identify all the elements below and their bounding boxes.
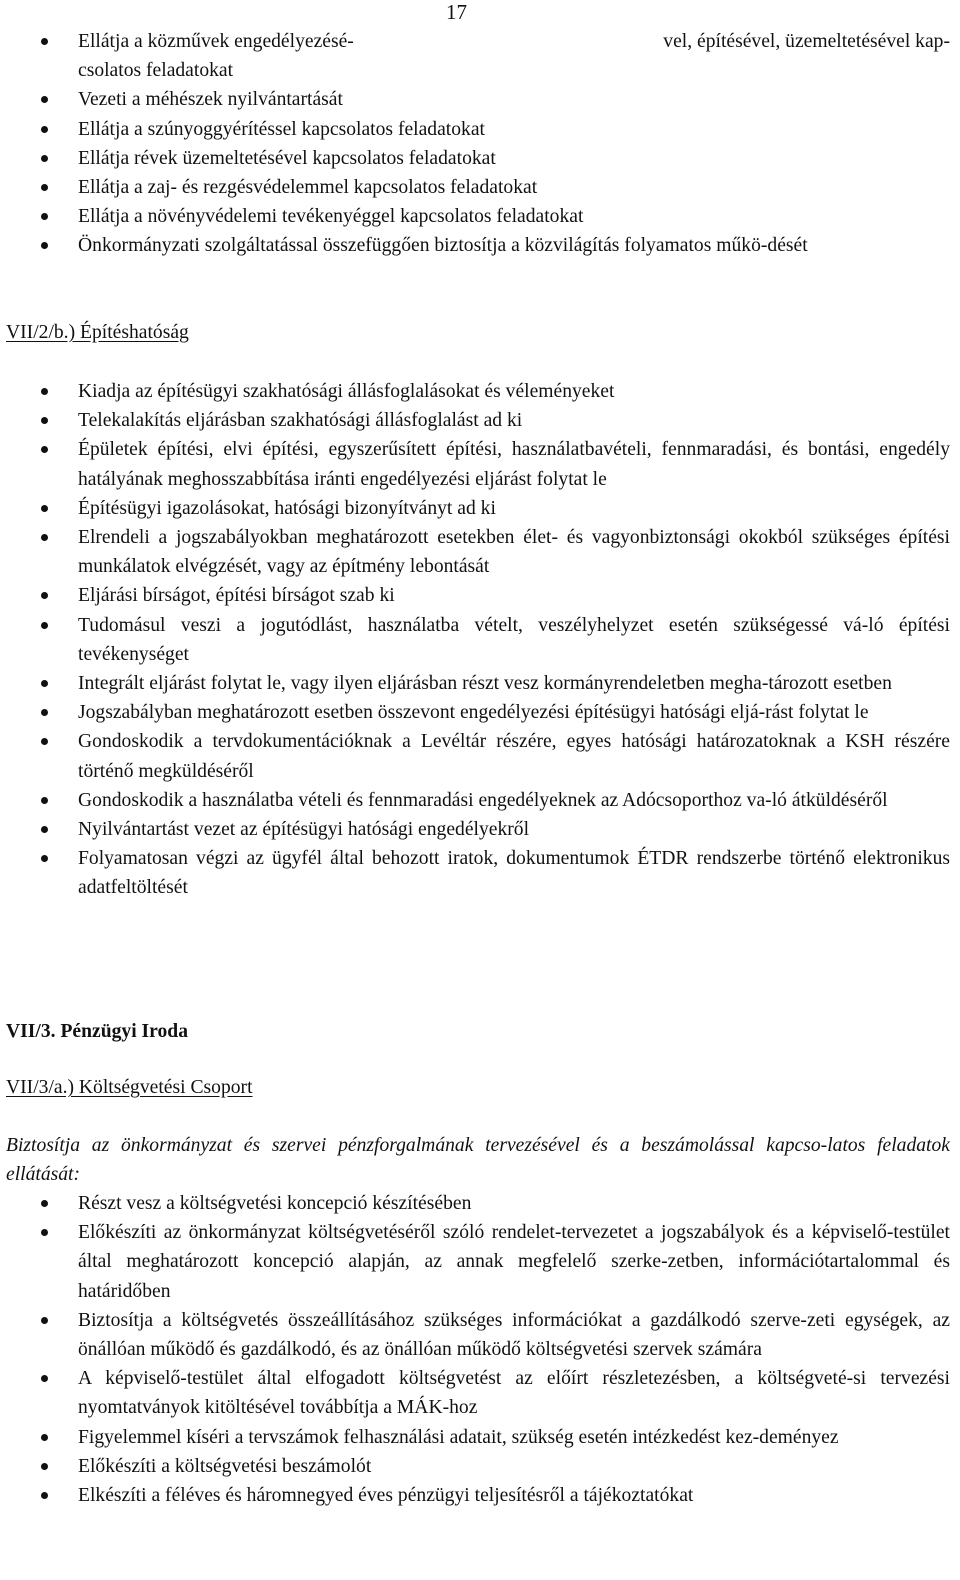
list-item: [0, 406, 960, 435]
top-task-list: [0, 27, 960, 261]
list-item: [0, 231, 960, 260]
list-item-text: Ellátja a szúnyoggyérítéssel kapcsolatos feladatokat: [78, 118, 485, 140]
list-item: [0, 1364, 960, 1422]
list-item-text: Biztosítja a költségvetés összeállításához szükséges információkat a gazdálkodó szerve-zeti egységek, az önállóan működő és gazdálkodó, és az önállóan működő költségvetési szervek számára: [78, 1309, 950, 1361]
list-item-text: A képviselő-testület által elfogadott költségvetést az előírt részletezésben, a költségveté-si tervezési nyomtatványok kitöltésével továbbítja a MÁK-hoz: [78, 1368, 950, 1419]
list-item: [0, 1306, 960, 1364]
list-item-text: Ellátja a zaj- és rezgésvédelemmel kapcsolatos feladatokat: [78, 177, 538, 199]
list-item-text: Tudomásul veszi a jogutódlást, használatba vételt, veszélyhelyzet esetén szükségessé vá-ló építési tevékenységet: [78, 614, 950, 665]
list-item: [0, 1218, 960, 1306]
list-item-text: Ellátja a növényvédelemi tevékenyéggel kapcsolatos feladatokat: [78, 206, 584, 228]
list-item-text: Folyamatosan végzi az ügyfél által behozott iratok, dokumentumok ÉTDR rendszerbe történő elektronikus adatfeltöltését: [78, 848, 950, 899]
list-item: [0, 85, 960, 114]
list-item: [0, 581, 960, 610]
koltsegvetes-task-list: [0, 1189, 960, 1510]
list-item-text: Gondoskodik a tervdokumentációknak a Levéltár részére, egyes hatósági határozatoknak a KSH részére történő megküldéséről: [78, 731, 950, 782]
list-item-text: Gondoskodik a használatba vételi és fennmaradási engedélyeknek az Adócsoporthoz va-ló átküldéséről: [78, 789, 888, 811]
list-item: [0, 1452, 960, 1481]
list-item: [0, 1189, 960, 1218]
list-item-text: Telekalakítás eljárásban szakhatósági állásfoglalást ad ki: [78, 410, 523, 432]
top-bullets: [0, 27, 960, 261]
list-item: [0, 377, 960, 406]
list-item-text: Jogszabályban meghatározott esetben összevont engedélyezési építésügyi hatósági eljá-rást folytat le: [78, 702, 869, 724]
intro-paragraph: Biztosítja az önkormányzat és szervei pénzforgalmának tervezésével és a beszámolással kapcso-latos feladatok ellátását:: [6, 1135, 950, 1186]
list-item-text: Részt vesz a költségvetési koncepció készítésében: [78, 1193, 472, 1214]
list-item-text: Ellátja a közművek engedélyezésé-: [78, 31, 354, 52]
list-item: [0, 27, 960, 85]
list-item: [0, 435, 960, 493]
subheading-koltsegvetes: VII/3/a.) Költségvetési Csoport: [6, 1077, 253, 1098]
list-item-text: Önkormányzati szolgáltatással összefüggően biztosítja a közvilágítás folyamatos műkö-dését: [78, 235, 808, 257]
list-item-text: Figyelemmel kíséri a tervszámok felhasználási adatait, szükség esetén intézkedést kez-deményez: [78, 1426, 839, 1448]
list-item-text: Kiadja az építésügyi szakhatósági állásfoglalásokat és véleményeket: [78, 381, 615, 402]
list-item-text: Eljárási bírságot, építési bírságot szab ki: [78, 585, 395, 607]
list-item: [0, 844, 960, 902]
list-item-text: Épületek építési, elvi építési, egyszerűsített építési, használatbavételi, fennmaradási, és bontási, engedély hatályának meghosszabbítása iránti engedélyezési eljárást folytat le: [78, 439, 950, 490]
list-item-text: Építésügyi igazolásokat, hatósági bizonyítványt ad ki: [78, 497, 496, 519]
list-item: [0, 786, 960, 815]
list-item: [0, 611, 960, 669]
page-number: 17: [446, 0, 467, 24]
list-item: [0, 1423, 960, 1452]
list-item: [0, 144, 960, 173]
list-item: [0, 669, 960, 698]
koltsegvetes-bullets: [0, 1189, 960, 1510]
list-item: [0, 1481, 960, 1510]
epitesh-task-list: [0, 377, 960, 903]
list-item: [0, 494, 960, 523]
section-heading-penzugy: VII/3. Pénzügyi Iroda: [6, 1021, 188, 1042]
list-item-text: Elrendeli a jogszabályokban meghatározott esetekben élet- és vagyonbiztonsági okokból szükséges építési munkálatok elvégzését, vagy az építmény lebontását: [78, 527, 950, 578]
list-item: [0, 815, 960, 844]
list-item-text: csolatos feladatokat: [78, 60, 234, 82]
list-item-text: Nyilvántartást vezet az építésügyi hatósági engedélyekről: [78, 819, 530, 841]
list-item-text: Vezeti a méhészek nyilvántartását: [78, 89, 343, 111]
list-item-text: Ellátja révek üzemeltetésével kapcsolatos feladatokat: [78, 147, 496, 169]
list-item-text: vel, építésével, üzemeltetésével kap-: [663, 31, 950, 52]
list-item: [0, 523, 960, 581]
section-heading-epitesh: VII/2/b.) Építéshatóság: [6, 322, 189, 343]
epitesh-bullets: [0, 377, 960, 903]
list-item-text: Elkészíti a féléves és háromnegyed éves pénzügyi teljesítésről a tájékoztatókat: [78, 1485, 694, 1507]
list-item: [0, 115, 960, 144]
list-item-text: Előkészíti az önkormányzat költségvetéséről szóló rendelet-tervezetet a jogszabályok és a képviselő-testület által meghatározott koncepció alapján, az annak megfelelő szerke-zetben, információtartalommal és határidőben: [78, 1222, 950, 1302]
list-item: [0, 698, 960, 727]
list-item: [0, 727, 960, 785]
list-item: [0, 202, 960, 231]
list-item-text: Integrált eljárást folytat le, vagy ilyen eljárásban részt vesz kormányrendeletben megha-tározott esetben: [78, 673, 892, 695]
list-item: [0, 173, 960, 202]
list-item-text: Előkészíti a költségvetési beszámolót: [78, 1455, 372, 1477]
